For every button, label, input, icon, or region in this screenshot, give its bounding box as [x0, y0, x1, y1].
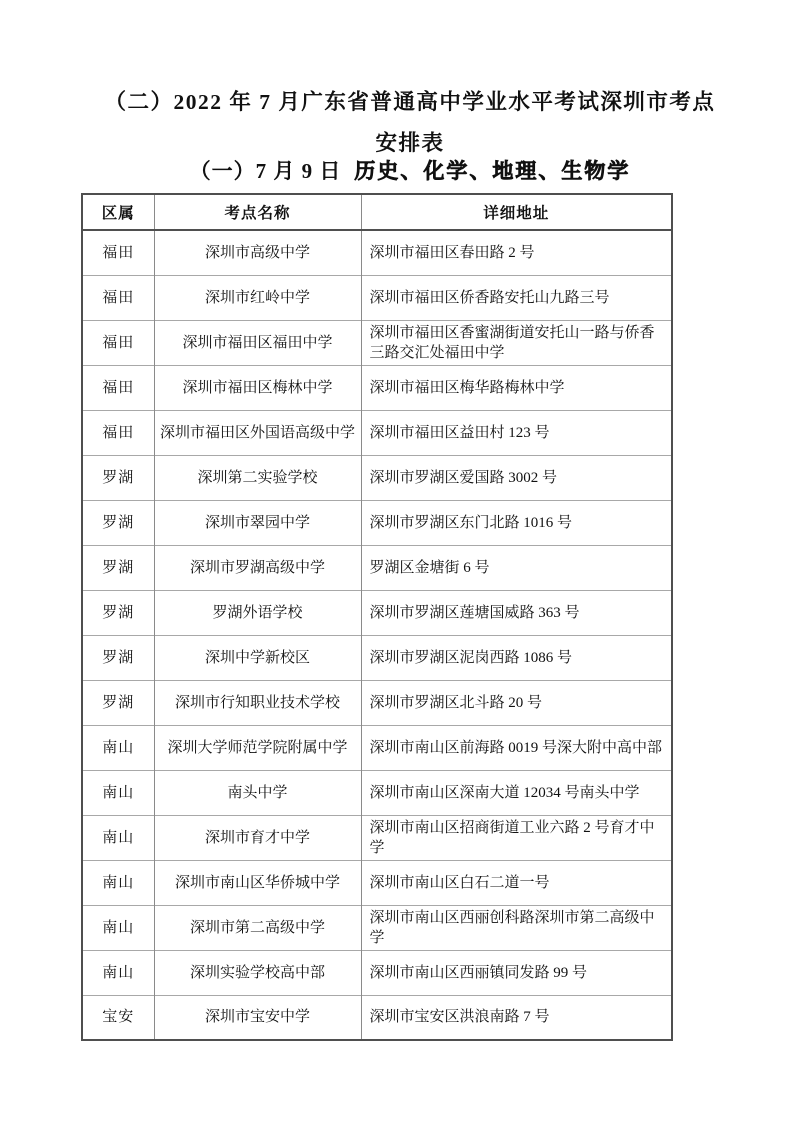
cell-district: 罗湖 — [82, 500, 154, 545]
table-row — [82, 770, 672, 815]
cell-district: 南山 — [82, 815, 154, 860]
cell-address: 深圳市南山区前海路 0019 号深大附中高中部 — [361, 725, 672, 770]
cell-district: 罗湖 — [82, 590, 154, 635]
cell-district: 罗湖 — [82, 680, 154, 725]
cell-site-name: 深圳市第二高级中学 — [154, 905, 361, 950]
cell-address: 深圳市罗湖区东门北路 1016 号 — [361, 500, 672, 545]
cell-district: 罗湖 — [82, 545, 154, 590]
document-title — [20, 82, 800, 164]
cell-address: 深圳市罗湖区泥岗西路 1086 号 — [361, 635, 672, 680]
table-row — [82, 905, 672, 950]
cell-address: 深圳市福田区侨香路安托山九路三号 — [361, 275, 672, 320]
cell-address: 深圳市福田区春田路 2 号 — [361, 230, 672, 275]
subtitle-subjects: 历史、化学、地理、生物学 — [354, 159, 631, 183]
cell-site-name: 深圳市翠园中学 — [154, 500, 361, 545]
cell-district: 罗湖 — [82, 635, 154, 680]
cell-site-name: 深圳第二实验学校 — [154, 455, 361, 500]
table-row — [82, 275, 672, 320]
cell-site-name: 深圳市福田区梅林中学 — [154, 365, 361, 410]
subtitle-date: （一）7 月 9 日 — [189, 159, 342, 183]
cell-site-name: 深圳实验学校高中部 — [154, 950, 361, 995]
cell-district: 南山 — [82, 950, 154, 995]
table-row — [82, 545, 672, 590]
table-row — [82, 860, 672, 905]
cell-address: 深圳市福田区梅华路梅林中学 — [361, 365, 672, 410]
cell-site-name: 深圳市罗湖高级中学 — [154, 545, 361, 590]
cell-site-name: 深圳市育才中学 — [154, 815, 361, 860]
table-row — [82, 815, 672, 860]
cell-address: 深圳市福田区益田村 123 号 — [361, 410, 672, 455]
table-row — [82, 230, 672, 275]
cell-district: 罗湖 — [82, 455, 154, 500]
cell-site-name: 深圳大学师范学院附属中学 — [154, 725, 361, 770]
cell-district: 福田 — [82, 230, 154, 275]
cell-address: 深圳市罗湖区爱国路 3002 号 — [361, 455, 672, 500]
cell-district: 南山 — [82, 725, 154, 770]
cell-address: 深圳市南山区白石二道一号 — [361, 860, 672, 905]
cell-site-name: 深圳市福田区福田中学 — [154, 320, 361, 365]
table-row — [82, 455, 672, 500]
table-row — [82, 680, 672, 725]
cell-district: 南山 — [82, 770, 154, 815]
table-row — [82, 995, 672, 1040]
table-row — [82, 320, 672, 365]
exam-sites-table — [81, 193, 673, 1041]
cell-district: 福田 — [82, 275, 154, 320]
table-row — [82, 950, 672, 995]
cell-address: 深圳市罗湖区莲塘国威路 363 号 — [361, 590, 672, 635]
cell-address: 深圳市南山区招商街道工业六路 2 号育才中学 — [361, 815, 672, 860]
cell-site-name: 深圳市南山区华侨城中学 — [154, 860, 361, 905]
cell-district: 福田 — [82, 410, 154, 455]
table-row — [82, 410, 672, 455]
cell-address: 深圳市南山区西丽镇同发路 99 号 — [361, 950, 672, 995]
cell-district: 福田 — [82, 365, 154, 410]
table-header-row — [82, 194, 672, 230]
cell-address: 罗湖区金塘街 6 号 — [361, 545, 672, 590]
cell-site-name: 深圳市高级中学 — [154, 230, 361, 275]
cell-district: 南山 — [82, 905, 154, 950]
cell-address: 深圳市宝安区洪浪南路 7 号 — [361, 995, 672, 1040]
title-line-2: 安排表 — [375, 131, 445, 155]
cell-site-name: 深圳市宝安中学 — [154, 995, 361, 1040]
col-header-district: 区属 — [82, 194, 154, 230]
cell-site-name: 南头中学 — [154, 770, 361, 815]
table-row — [82, 635, 672, 680]
cell-site-name: 深圳市红岭中学 — [154, 275, 361, 320]
section-subtitle — [20, 155, 800, 187]
table-row — [82, 500, 672, 545]
table-row — [82, 590, 672, 635]
cell-site-name: 深圳市行知职业技术学校 — [154, 680, 361, 725]
cell-address: 深圳市福田区香蜜湖街道安托山一路与侨香三路交汇处福田中学 — [361, 320, 672, 365]
col-header-address: 详细地址 — [361, 194, 672, 230]
title-line-1: （二）2022 年 7 月广东省普通高中学业水平考试深圳市考点 — [104, 90, 716, 114]
cell-district: 南山 — [82, 860, 154, 905]
col-header-site-name: 考点名称 — [154, 194, 361, 230]
cell-site-name: 罗湖外语学校 — [154, 590, 361, 635]
cell-site-name: 深圳中学新校区 — [154, 635, 361, 680]
cell-district: 宝安 — [82, 995, 154, 1040]
cell-site-name: 深圳市福田区外国语高级中学 — [154, 410, 361, 455]
cell-district: 福田 — [82, 320, 154, 365]
cell-address: 深圳市南山区深南大道 12034 号南头中学 — [361, 770, 672, 815]
cell-address: 深圳市罗湖区北斗路 20 号 — [361, 680, 672, 725]
cell-address: 深圳市南山区西丽创科路深圳市第二高级中学 — [361, 905, 672, 950]
table-row — [82, 725, 672, 770]
table-row — [82, 365, 672, 410]
